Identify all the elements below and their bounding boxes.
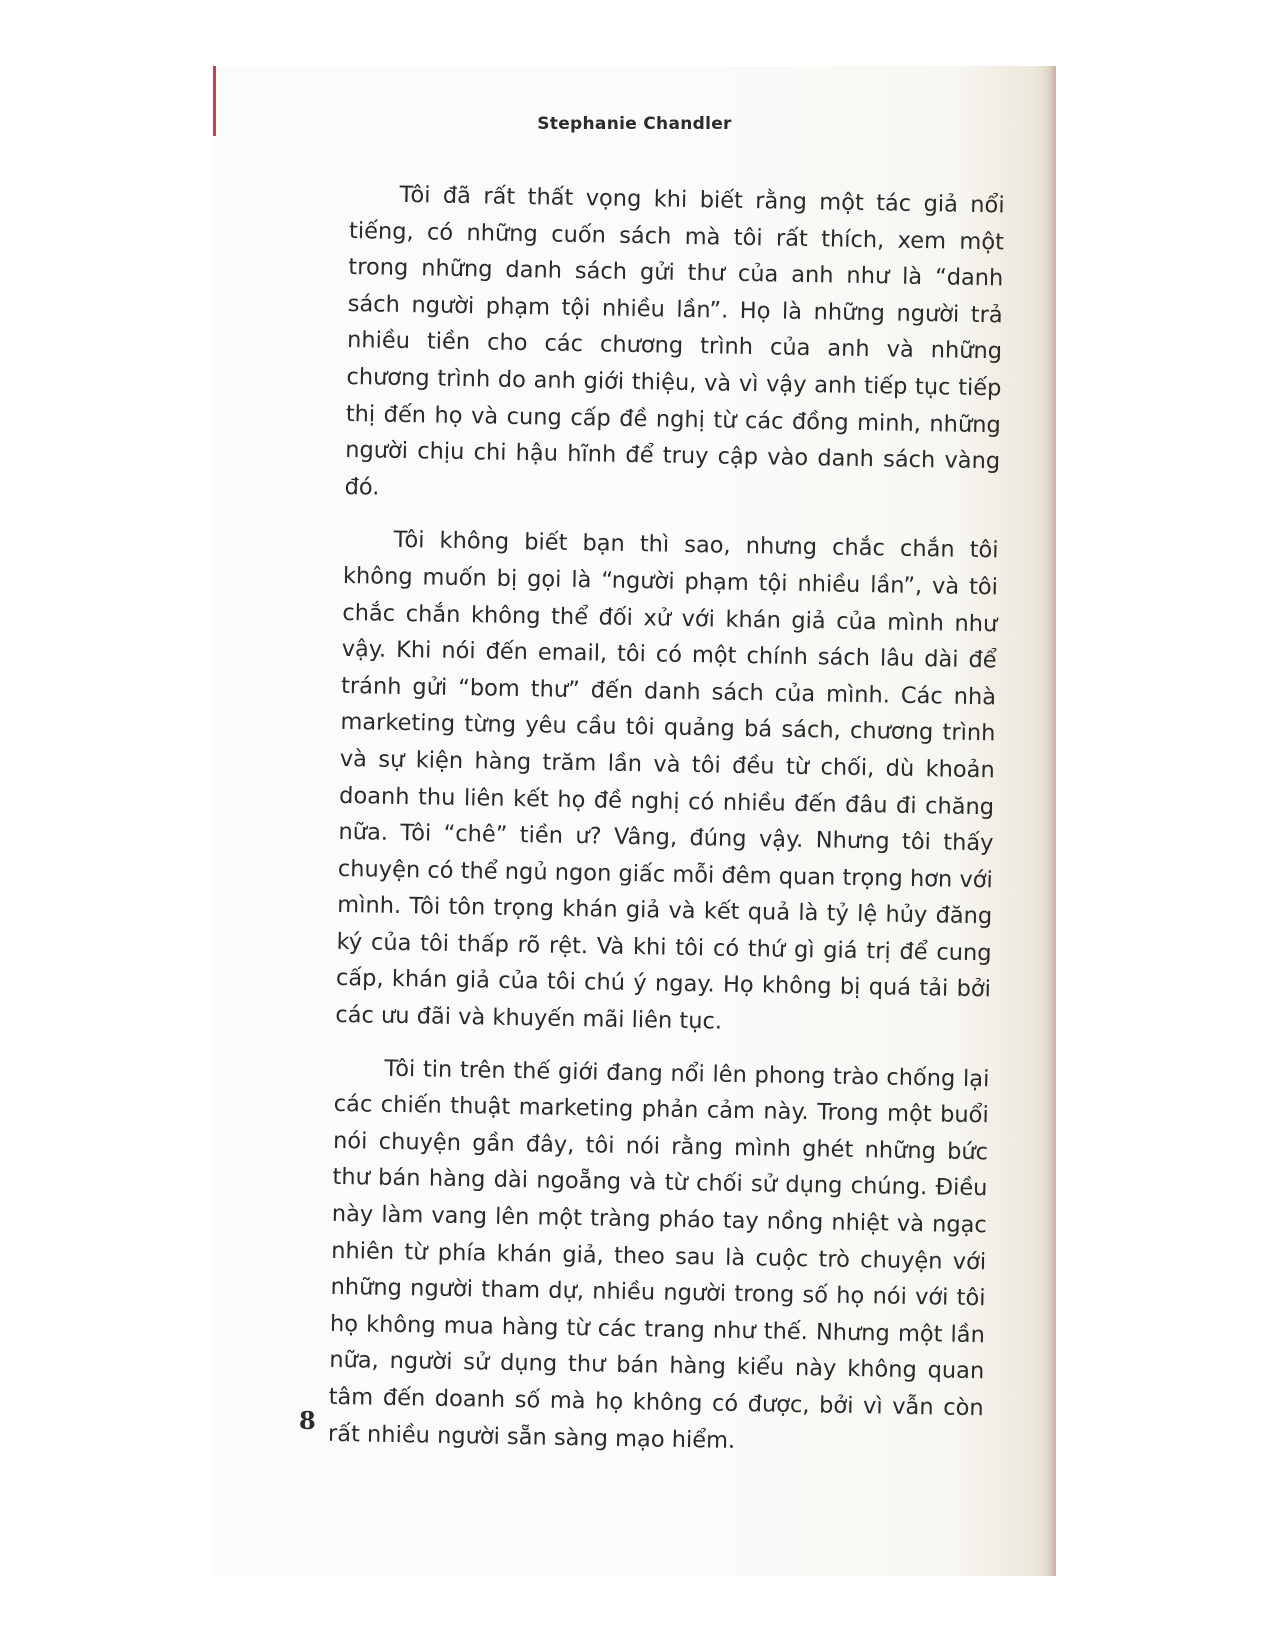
body-text [327,176,1004,1479]
paragraph-1: Tôi đã rất thất vọng khi biết rằng một tác giả nổi tiếng, có những cuốn sách mà tôi rất thích, xem một trong những danh sách gửi thư của anh như là “danh sách người phạm tội nhiều lần”. Họ là những người trả nhiều tiền cho các chương trình của anh và những chương trình do anh giới thiệu, và vì vậy anh tiếp tục tiếp thị đến họ và cung cấp đề nghị từ các đồng minh, những người chịu chi hậu hĩnh để truy cập vào danh sách vàng đó. [344,181,1005,501]
paragraph-2: Tôi không biết bạn thì sao, nhưng chắc chắn tôi không muốn bị gọi là “người phạm tội nhiều lần”, và tôi chắc chắn không thể đối xử với khán giả của mình như vậy. Khi nói đến email, tôi có một chính sách lâu dài để tránh gửi “bom thư” đến danh sách của mình. Các nhà marketing từng yêu cầu tôi quảng bá sách, chương trình và sự kiện hàng trăm lần và tôi đều từ chối, dù khoản doanh thu liên kết họ đề nghị có nhiều đến đâu đi chăng nữa. Tôi “chê” tiền ư? Vâng, đúng vậy. Nhưng tôi thấy chuyện có thể ngủ ngon giấc mỗi đêm quan trọng hơn với mình. Tôi tôn trọng khán giả và kết quả là tỷ lệ hủy đăng ký của tôi thấp rõ rệt. Và khi tôi có thứ gì giá trị để cung cấp, khán giả của tôi chú ý ngay. Họ không bị quá tải bởi các ưu đãi và khuyến mãi liên tục. [335,527,999,1035]
running-header-author: Stephanie Chandler [537,114,732,134]
page-edge-right [1042,66,1056,1576]
paragraph-3: Tôi tin trên thế giới đang nổi lên phong trào chống lại các chiến thuật marketing phản cảm này. Trong một buổi nói chuyện gần đây, tôi nói rằng mình ghét những bức thư bán hàng dài ngoẵng và từ chối sử dụng chúng. Điều này làm vang lên một tràng pháo tay nồng nhiệt và ngạc nhiên từ phía khán giả, theo sau là cuộc trò chuyện với những người tham dự, nhiều người trong số họ nói với tôi họ không mua hàng từ các trang như thế. Nhưng một lần nữa, người sử dụng thư bán hàng kiểu này không quan tâm đến doanh số mà họ không có được, bởi vì vẫn còn rất nhiều người sẵn sàng mạo hiểm. [327,1055,990,1454]
book-page [213,66,1056,1576]
page-number: 8 [299,1406,316,1435]
